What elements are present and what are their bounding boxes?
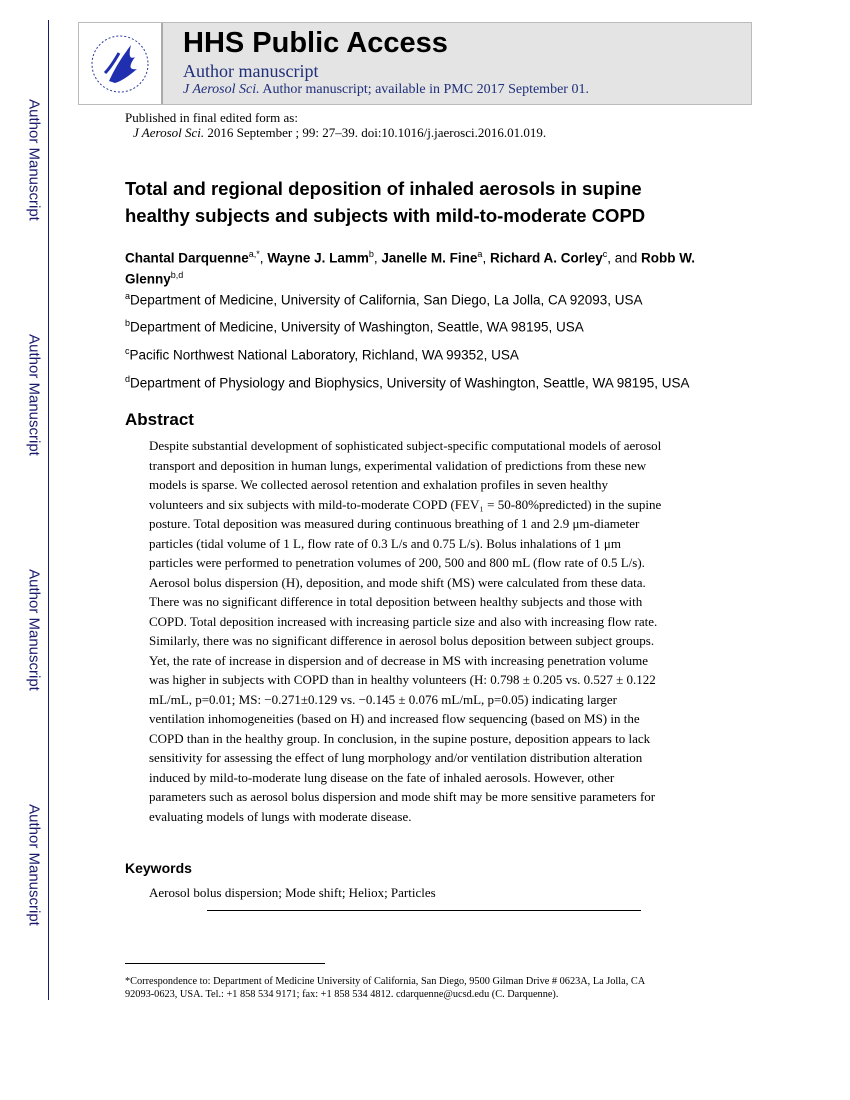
affiliation bbox=[125, 374, 690, 391]
and-text: , and bbox=[607, 250, 642, 266]
aff-sup: a bbox=[125, 291, 131, 301]
keywords-heading: Keywords bbox=[125, 860, 192, 876]
abstract-line: particles (tidal volume of 1 L, flow rate of 0.3 L/s and 0.75 L/s). Bolus inhalations of 1 μm bbox=[149, 535, 621, 551]
journal-name: J Aerosol Sci. bbox=[183, 82, 260, 97]
abstract-line: particles were performed to penetration volumes of 200, 500 and 800 mL (flow rate of 0.5 L/s). bbox=[149, 555, 645, 570]
author-sup: c bbox=[602, 249, 608, 259]
author: Janelle M. Fine bbox=[381, 250, 478, 266]
author-sup: b,d bbox=[170, 270, 184, 280]
abstract-line: transport and deposition in human lungs, experimental validation of predictions from these new bbox=[149, 457, 647, 473]
author: Richard A. Corley bbox=[489, 250, 603, 266]
author-sup: a bbox=[477, 249, 483, 259]
abstract-line: Similarly, there was no significant difference in aerosol bolus deposition between subject groups. bbox=[149, 633, 655, 648]
side-label: Author Manuscript bbox=[25, 334, 43, 456]
abstract-line: parameters such as aerosol bolus dispersion and mode shift may be more sensitive parameters for bbox=[149, 789, 656, 804]
published-label: Published in final edited form as: bbox=[125, 110, 298, 125]
author-sup: a,* bbox=[248, 249, 260, 259]
side-label: Author Manuscript bbox=[25, 804, 43, 926]
abstract-line: Aerosol bolus dispersion (H), deposition, and mode shift (MS) were calculated from these data. bbox=[149, 574, 646, 590]
aff-text: Pacific Northwest National Laboratory, Richland, WA 99352, USA bbox=[129, 347, 519, 363]
side-label: Author Manuscript bbox=[25, 99, 43, 221]
divider bbox=[207, 910, 641, 911]
author: Wayne J. Lamm bbox=[267, 250, 369, 266]
affiliation bbox=[125, 318, 584, 335]
abstract-line: induced by mild-to-moderate lung disease on the fate of inhaled aerosols. However, other bbox=[149, 769, 615, 785]
abstract-line: sensitivity for assessing the effect of lung morphology and/or ventilation distribution alteration bbox=[149, 750, 643, 765]
author-list: Chantal Darquenne$^{a,*}$, Wayne J. Lamm$^b$, Janelle M. Fine$^a$, Richard A. Corley$^c$, and Robb W. bbox=[125, 249, 696, 266]
journal-name: J Aerosol Sci. bbox=[133, 125, 205, 140]
abstract-line: was higher in subjects with COPD than in healthy volunteers (H: 0.798 ± 0.205 vs. 0.527 ± 0.122 bbox=[149, 672, 656, 687]
header-journal-line bbox=[183, 82, 589, 98]
footnote: 92093-0623, USA. Tel.: +1 858 534 9171; fax: +1 858 534 4812. cdarquenne@ucsd.edu (C. Darquenne). bbox=[125, 989, 559, 1000]
article-title: healthy subjects and subjects with mild-to-moderate COPD bbox=[125, 205, 646, 226]
abstract-line: COPD than in the healthy group. In conclusion, in the supine posture, deposition appears to lack bbox=[149, 730, 651, 746]
hhs-logo-icon bbox=[79, 23, 163, 104]
availability: Author manuscript; available in PMC 2017 September 01. bbox=[259, 82, 589, 97]
abstract-line: ventilation inhomogeneities (based on H) and increased flow sequencing (based on MS) in the bbox=[149, 711, 640, 726]
aff-sup: c bbox=[125, 346, 130, 356]
citation bbox=[133, 125, 546, 141]
abstract-line: Despite substantial development of sophisticated subject-specific computational models of aerosol bbox=[149, 438, 662, 453]
keywords: Aerosol bolus dispersion; Mode shift; Heliox; Particles bbox=[149, 885, 436, 900]
footnote: *Correspondence to: Department of Medicine University of California, San Diego, 9500 Gilman Drive # 0623A, La Jolla, CA bbox=[125, 976, 646, 987]
author-list-cont bbox=[125, 270, 183, 287]
aff-sup: b bbox=[125, 318, 131, 328]
affiliation bbox=[125, 346, 519, 363]
article-title: Total and regional deposition of inhaled aerosols in supine bbox=[125, 178, 642, 199]
aff-text: Department of Medicine, University of Washington, Seattle, WA 98195, USA bbox=[130, 319, 584, 335]
affiliation bbox=[125, 291, 643, 308]
author: Robb W. bbox=[641, 250, 696, 266]
header-title: HHS Public Access bbox=[183, 27, 448, 59]
hhs-header bbox=[78, 22, 752, 105]
aff-sup: d bbox=[125, 374, 131, 384]
margin-rule bbox=[48, 20, 49, 1000]
abstract-line: Yet, the rate of increase in dispersion and of decrease in MS with increasing penetration volume bbox=[149, 652, 649, 668]
side-label: Author Manuscript bbox=[25, 569, 43, 691]
abstract-heading: Abstract bbox=[125, 410, 194, 429]
abstract-line: evaluating models of lungs with moderate disease. bbox=[149, 808, 412, 824]
aff-text: Department of Physiology and Biophysics, University of Washington, Seattle, WA 98195, USA bbox=[130, 375, 690, 391]
author-sup: b bbox=[368, 249, 374, 259]
author: Glenny bbox=[125, 271, 171, 287]
citation-text: 2016 September ; 99: 27–39. doi:10.1016/j.jaerosci.2016.01.019. bbox=[204, 125, 547, 140]
abstract-line: COPD. Total deposition increased with increasing particle size and also with increasing flow rate. bbox=[149, 613, 658, 629]
header-subtitle: Author manuscript bbox=[183, 61, 319, 81]
abstract-line: volunteers and six subjects with mild-to-moderate COPD (FEV₁ = 50-80%predicted) in the supine bbox=[149, 496, 662, 512]
abstract-line: posture. Total deposition was measured during continuous breathing of 1 and 2.9 μm-diameter bbox=[149, 516, 640, 531]
abstract-line: There was no significant difference in total deposition between healthy subjects and those with bbox=[149, 594, 643, 609]
abstract-line: models is sparse. We collected aerosol retention and exhalation profiles in seven healthy bbox=[149, 477, 608, 492]
footnote-divider bbox=[125, 963, 325, 964]
aff-text: Department of Medicine, University of California, San Diego, La Jolla, CA 92093, USA bbox=[130, 292, 643, 308]
abstract-line: mL/mL, p=0.01; MS: −0.271±0.129 vs. −0.145 ± 0.076 mL/mL, p=0.05) indicating larger bbox=[149, 691, 617, 707]
author: Chantal Darquenne bbox=[125, 250, 249, 266]
